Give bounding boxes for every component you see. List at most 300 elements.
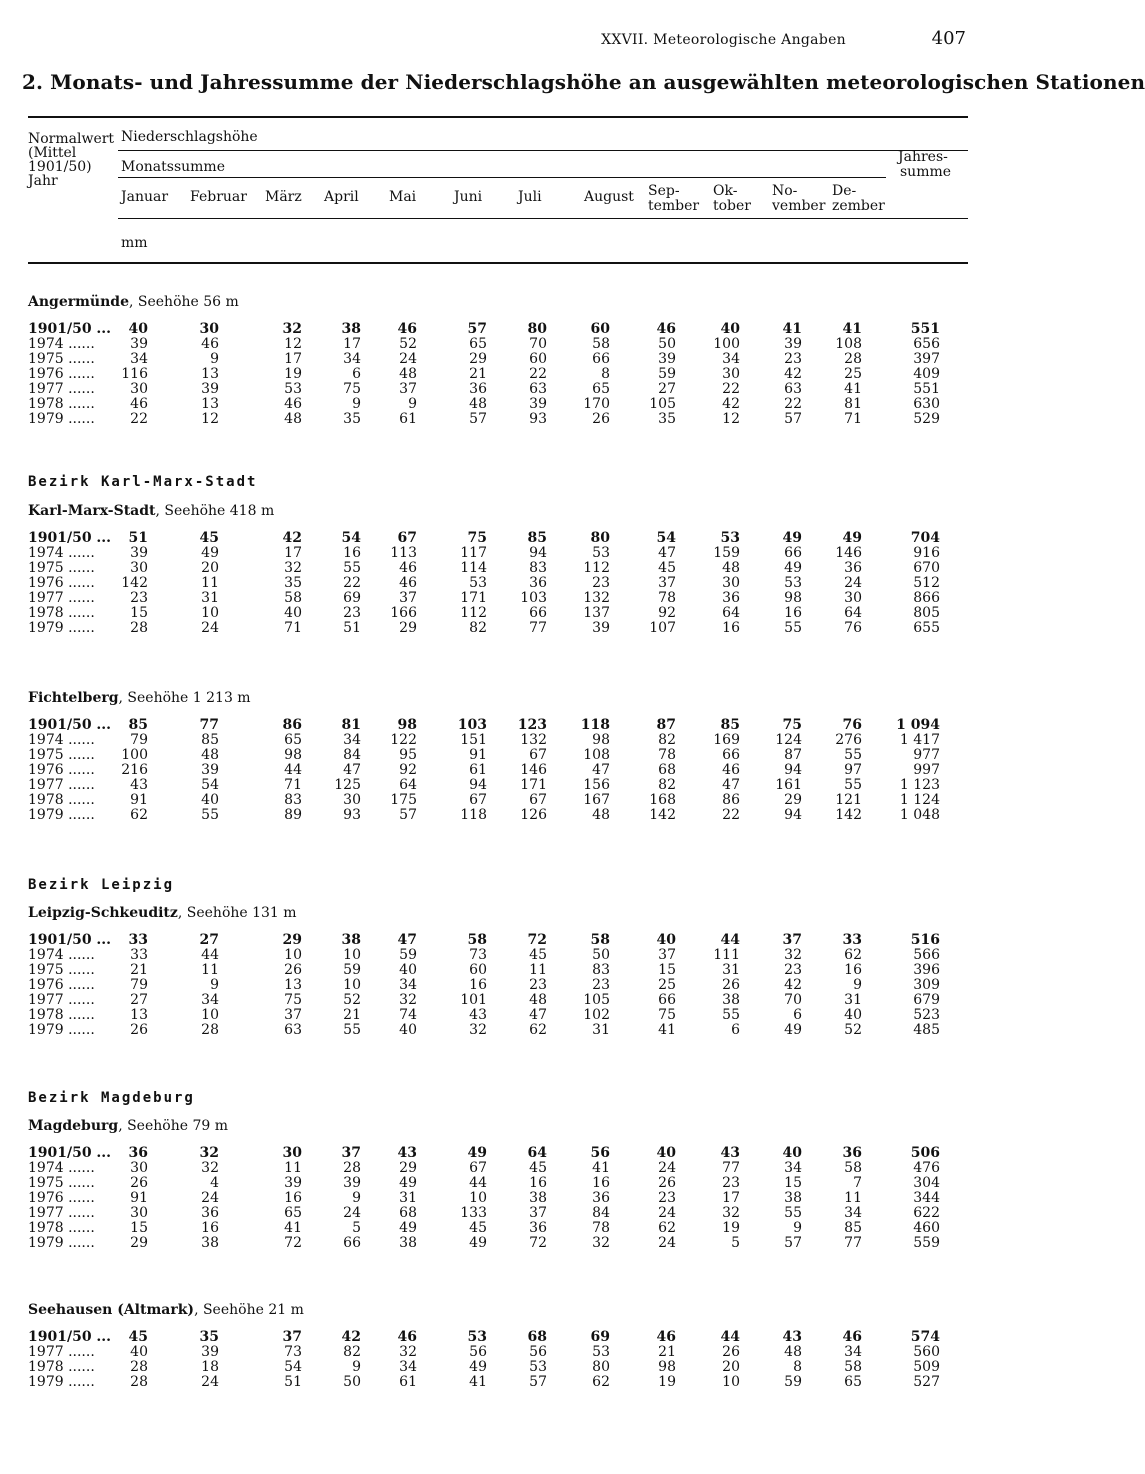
table-cell: 409	[913, 366, 940, 382]
table-cell: 24	[844, 575, 862, 591]
table-cell: 77	[529, 620, 547, 636]
table-cell: 52	[844, 1022, 862, 1038]
month-header	[713, 184, 751, 214]
table-cell: 805	[913, 605, 940, 621]
table-cell: 57	[467, 321, 487, 337]
row-year: 1977 ......	[28, 992, 95, 1008]
table-cell: 916	[913, 545, 940, 561]
table-cell: 112	[460, 605, 487, 621]
table-row	[0, 933, 1000, 948]
table-cell: 80	[590, 530, 610, 546]
month-header-line: Ok-	[713, 183, 738, 199]
rule-top	[28, 116, 968, 118]
table-cell: 126	[520, 807, 547, 823]
table-cell: 670	[913, 560, 940, 576]
table-cell: 73	[469, 947, 487, 963]
table-cell: 39	[201, 762, 219, 778]
table-cell: 83	[284, 792, 302, 808]
table-row	[0, 531, 1000, 546]
table-cell: 30	[343, 792, 361, 808]
table-row	[0, 948, 1000, 963]
table-cell: 48	[529, 992, 547, 1008]
month-header-line: Juli	[518, 189, 542, 205]
table-cell: 34	[399, 1359, 417, 1375]
table-cell: 69	[343, 590, 361, 606]
table-cell: 161	[775, 777, 802, 793]
table-cell: 168	[649, 792, 676, 808]
station-elevation: , Seehöhe 79 m	[118, 1118, 228, 1134]
table-cell: 23	[722, 1175, 740, 1191]
table-cell: 114	[460, 560, 487, 576]
table-cell: 11	[201, 962, 219, 978]
table-cell: 124	[775, 732, 802, 748]
table-row	[0, 1146, 1000, 1161]
table-cell: 38	[722, 992, 740, 1008]
table-cell: 19	[722, 1220, 740, 1236]
table-cell: 89	[284, 807, 302, 823]
table-cell: 1 417	[899, 732, 940, 748]
table-cell: 396	[913, 962, 940, 978]
row-year: 1978 ......	[28, 792, 95, 808]
table-cell: 516	[910, 932, 940, 948]
table-cell: 65	[284, 732, 302, 748]
table-cell: 18	[201, 1359, 219, 1375]
table-cell: 52	[343, 992, 361, 1008]
table-cell: 48	[399, 366, 417, 382]
table-cell: 15	[658, 962, 676, 978]
row-year: 1976 ......	[28, 575, 95, 591]
table-cell: 32	[592, 1235, 610, 1251]
table-cell: 20	[201, 560, 219, 576]
table-cell: 40	[782, 1145, 802, 1161]
table-cell: 29	[784, 792, 802, 808]
table-cell: 91	[130, 792, 148, 808]
table-cell: 26	[592, 411, 610, 427]
table-cell: 108	[583, 747, 610, 763]
table-cell: 529	[913, 411, 940, 427]
table-cell: 142	[649, 807, 676, 823]
table-cell: 55	[844, 777, 862, 793]
table-cell: 171	[520, 777, 547, 793]
table-cell: 132	[583, 590, 610, 606]
table-cell: 75	[658, 1007, 676, 1023]
table-cell: 29	[130, 1235, 148, 1251]
table-cell: 30	[130, 381, 148, 397]
table-cell: 40	[720, 321, 740, 337]
month-header	[648, 184, 699, 214]
table-row	[0, 337, 1000, 352]
table-cell: 93	[529, 411, 547, 427]
table-row	[0, 733, 1000, 748]
table-cell: 36	[529, 575, 547, 591]
table-cell: 17	[343, 336, 361, 352]
table-cell: 22	[343, 575, 361, 591]
table-cell: 22	[722, 381, 740, 397]
table-cell: 64	[722, 605, 740, 621]
table-row	[0, 978, 1000, 993]
table-cell: 16	[592, 1175, 610, 1191]
table-cell: 53	[720, 530, 740, 546]
table-cell: 24	[201, 620, 219, 636]
table-cell: 10	[201, 1007, 219, 1023]
table-row	[0, 1161, 1000, 1176]
table-cell: 35	[343, 411, 361, 427]
row-year: 1979 ......	[28, 1235, 95, 1251]
table-cell: 66	[592, 351, 610, 367]
table-row	[0, 963, 1000, 978]
table-cell: 32	[282, 321, 302, 337]
table-cell: 485	[913, 1022, 940, 1038]
table-cell: 41	[284, 1220, 302, 1236]
table-cell: 622	[913, 1205, 940, 1221]
table-cell: 85	[201, 732, 219, 748]
table-cell: 67	[469, 792, 487, 808]
table-cell: 44	[720, 1329, 740, 1345]
table-cell: 551	[910, 321, 940, 337]
table-cell: 38	[201, 1235, 219, 1251]
table-cell: 27	[130, 992, 148, 1008]
table-cell: 44	[469, 1175, 487, 1191]
table-cell: 39	[201, 1344, 219, 1360]
row-year: 1901/50 ...	[28, 1145, 112, 1161]
table-cell: 112	[583, 560, 610, 576]
table-cell: 16	[529, 1175, 547, 1191]
table-cell: 55	[844, 747, 862, 763]
table-cell: 46	[842, 1329, 862, 1345]
table-cell: 30	[130, 1160, 148, 1176]
station-elevation: , Seehöhe 21 m	[194, 1302, 304, 1318]
table-cell: 57	[529, 1374, 547, 1390]
table-cell: 527	[913, 1374, 940, 1390]
table-cell: 156	[583, 777, 610, 793]
table-cell: 48	[722, 560, 740, 576]
table-cell: 171	[460, 590, 487, 606]
table-cell: 31	[201, 590, 219, 606]
table-cell: 107	[649, 620, 676, 636]
station-title	[28, 294, 239, 310]
row-year: 1975 ......	[28, 962, 95, 978]
table-cell: 57	[784, 411, 802, 427]
row-year: 1974 ......	[28, 732, 95, 748]
stub-header-line: (Mittel	[28, 145, 77, 161]
annual-header-line: summe	[900, 164, 952, 180]
table-cell: 33	[842, 932, 862, 948]
table-cell: 80	[527, 321, 547, 337]
row-year: 1975 ......	[28, 560, 95, 576]
table-cell: 34	[130, 351, 148, 367]
table-cell: 23	[343, 605, 361, 621]
table-cell: 24	[658, 1205, 676, 1221]
month-header-line: Juni	[454, 189, 483, 205]
month-header	[518, 190, 542, 205]
table-cell: 76	[842, 717, 862, 733]
table-cell: 61	[399, 1374, 417, 1390]
table-cell: 116	[121, 366, 148, 382]
table-cell: 93	[343, 807, 361, 823]
table-cell: 49	[467, 1145, 487, 1161]
table-cell: 34	[844, 1205, 862, 1221]
station-elevation: , Seehöhe 131 m	[177, 905, 297, 921]
table-cell: 15	[784, 1175, 802, 1191]
table-cell: 12	[722, 411, 740, 427]
row-year: 1979 ......	[28, 1022, 95, 1038]
table-cell: 17	[284, 545, 302, 561]
table-cell: 11	[844, 1190, 862, 1206]
table-row	[0, 322, 1000, 337]
subgroup-header: Monatssumme	[121, 159, 225, 175]
table-cell: 40	[201, 792, 219, 808]
page-header	[28, 30, 966, 52]
table-cell: 49	[399, 1175, 417, 1191]
table-cell: 28	[130, 620, 148, 636]
table-cell: 58	[844, 1359, 862, 1375]
table-cell: 39	[784, 336, 802, 352]
table-cell: 100	[713, 336, 740, 352]
table-cell: 75	[467, 530, 487, 546]
row-year: 1979 ......	[28, 411, 95, 427]
table-cell: 78	[658, 747, 676, 763]
station-title	[28, 905, 297, 921]
table-cell: 679	[913, 992, 940, 1008]
table-cell: 42	[722, 396, 740, 412]
table-cell: 28	[201, 1022, 219, 1038]
table-cell: 23	[784, 351, 802, 367]
table-cell: 56	[469, 1344, 487, 1360]
table-cell: 1 094	[896, 717, 940, 733]
table-cell: 32	[469, 1022, 487, 1038]
table-cell: 46	[397, 1329, 417, 1345]
row-year: 1975 ......	[28, 351, 95, 367]
table-cell: 36	[469, 381, 487, 397]
table-cell: 33	[130, 947, 148, 963]
table-cell: 39	[592, 620, 610, 636]
table-cell: 36	[529, 1220, 547, 1236]
table-cell: 53	[529, 1359, 547, 1375]
month-header	[265, 190, 302, 205]
table-cell: 16	[343, 545, 361, 561]
table-cell: 17	[284, 351, 302, 367]
table-cell: 82	[469, 620, 487, 636]
table-row	[0, 793, 1000, 808]
table-cell: 67	[529, 792, 547, 808]
table-cell: 38	[399, 1235, 417, 1251]
table-cell: 85	[128, 717, 148, 733]
table-cell: 33	[128, 932, 148, 948]
table-cell: 35	[284, 575, 302, 591]
table-cell: 50	[592, 947, 610, 963]
table-cell: 40	[656, 1145, 676, 1161]
table-cell: 460	[913, 1220, 940, 1236]
page-number: 407	[931, 28, 966, 49]
table-cell: 95	[399, 747, 417, 763]
row-year: 1975 ......	[28, 747, 95, 763]
table-cell: 25	[658, 977, 676, 993]
rule-group	[118, 150, 968, 151]
table-cell: 41	[592, 1160, 610, 1176]
station-elevation: , Seehöhe 418 m	[155, 503, 275, 519]
table-cell: 43	[720, 1145, 740, 1161]
table-cell: 397	[913, 351, 940, 367]
table-cell: 36	[722, 590, 740, 606]
table-cell: 47	[397, 932, 417, 948]
table-row	[0, 718, 1000, 733]
table-cell: 1 124	[899, 792, 940, 808]
month-header	[324, 190, 359, 205]
table-cell: 68	[527, 1329, 547, 1345]
table-cell: 55	[343, 560, 361, 576]
table-cell: 45	[469, 1220, 487, 1236]
table-cell: 59	[658, 366, 676, 382]
table-cell: 78	[592, 1220, 610, 1236]
table-cell: 146	[520, 762, 547, 778]
table-cell: 38	[341, 932, 361, 948]
table-cell: 61	[469, 762, 487, 778]
table-cell: 6	[793, 1007, 802, 1023]
month-header-line: No-	[772, 183, 798, 199]
table-cell: 39	[201, 381, 219, 397]
table-cell: 41	[469, 1374, 487, 1390]
table-cell: 28	[130, 1359, 148, 1375]
table-cell: 68	[658, 762, 676, 778]
table-cell: 26	[722, 977, 740, 993]
table-cell: 142	[121, 575, 148, 591]
table-cell: 45	[128, 1329, 148, 1345]
table-cell: 166	[390, 605, 417, 621]
table-row	[0, 591, 1000, 606]
table-cell: 37	[399, 381, 417, 397]
table-cell: 108	[835, 336, 862, 352]
table-cell: 216	[121, 762, 148, 778]
table-cell: 78	[658, 590, 676, 606]
table-cell: 23	[658, 1190, 676, 1206]
table-cell: 64	[527, 1145, 547, 1161]
table-cell: 23	[130, 590, 148, 606]
table-cell: 630	[913, 396, 940, 412]
table-cell: 43	[469, 1007, 487, 1023]
table-cell: 47	[722, 777, 740, 793]
table-cell: 24	[658, 1235, 676, 1251]
table-cell: 560	[913, 1344, 940, 1360]
table-cell: 51	[128, 530, 148, 546]
table-cell: 170	[583, 396, 610, 412]
table-cell: 54	[341, 530, 361, 546]
table-cell: 62	[844, 947, 862, 963]
station-elevation: , Seehöhe 1 213 m	[118, 690, 251, 706]
table-cell: 31	[399, 1190, 417, 1206]
table-cell: 55	[201, 807, 219, 823]
table-cell: 34	[201, 992, 219, 1008]
table-cell: 11	[201, 575, 219, 591]
station-name: Karl-Marx-Stadt	[28, 503, 156, 519]
table-cell: 55	[784, 620, 802, 636]
month-header-line: Mai	[389, 189, 417, 205]
table-cell: 20	[722, 1359, 740, 1375]
station-title	[28, 690, 251, 706]
table-row	[0, 1345, 1000, 1360]
table-cell: 304	[913, 1175, 940, 1191]
table-cell: 53	[592, 545, 610, 561]
annual-header-line: Jahres-	[898, 149, 948, 165]
table-cell: 86	[722, 792, 740, 808]
table-cell: 26	[284, 962, 302, 978]
table-cell: 10	[469, 1190, 487, 1206]
table-cell: 27	[658, 381, 676, 397]
table-row	[0, 1330, 1000, 1345]
table-cell: 64	[399, 777, 417, 793]
table-cell: 29	[469, 351, 487, 367]
table-cell: 81	[844, 396, 862, 412]
table-cell: 44	[720, 932, 740, 948]
month-header	[190, 190, 247, 205]
table-cell: 75	[284, 992, 302, 1008]
row-year: 1979 ......	[28, 620, 95, 636]
table-cell: 77	[844, 1235, 862, 1251]
table-cell: 103	[457, 717, 487, 733]
table-cell: 49	[784, 560, 802, 576]
table-cell: 85	[720, 717, 740, 733]
table-cell: 47	[343, 762, 361, 778]
table-cell: 37	[658, 947, 676, 963]
table-cell: 63	[284, 1022, 302, 1038]
station-name: Leipzig-Schkeuditz	[28, 905, 178, 921]
table-cell: 48	[592, 807, 610, 823]
table-cell: 98	[658, 1359, 676, 1375]
station-name: Seehausen (Altmark)	[28, 1302, 195, 1318]
table-cell: 12	[201, 411, 219, 427]
table-cell: 36	[128, 1145, 148, 1161]
table-row	[0, 1206, 1000, 1221]
table-cell: 49	[782, 530, 802, 546]
table-cell: 101	[460, 992, 487, 1008]
table-cell: 44	[201, 947, 219, 963]
table-cell: 42	[784, 977, 802, 993]
table-cell: 76	[844, 620, 862, 636]
table-cell: 23	[784, 962, 802, 978]
table-cell: 48	[201, 747, 219, 763]
table-cell: 16	[722, 620, 740, 636]
table-cell: 704	[910, 530, 940, 546]
table-cell: 53	[784, 575, 802, 591]
table-cell: 41	[782, 321, 802, 337]
table-cell: 55	[784, 1205, 802, 1221]
table-cell: 62	[592, 1374, 610, 1390]
table-cell: 59	[784, 1374, 802, 1390]
table-cell: 46	[201, 336, 219, 352]
table-cell: 58	[844, 1160, 862, 1176]
table-cell: 48	[784, 1344, 802, 1360]
table-cell: 39	[130, 336, 148, 352]
table-cell: 32	[399, 1344, 417, 1360]
table-cell: 476	[913, 1160, 940, 1176]
table-cell: 86	[282, 717, 302, 733]
table-cell: 133	[460, 1205, 487, 1221]
table-cell: 40	[130, 1344, 148, 1360]
table-cell: 65	[469, 336, 487, 352]
month-header-line: März	[265, 189, 302, 205]
table-cell: 69	[590, 1329, 610, 1345]
table-cell: 125	[334, 777, 361, 793]
table-cell: 74	[399, 1007, 417, 1023]
table-cell: 52	[399, 336, 417, 352]
table-cell: 84	[343, 747, 361, 763]
table-cell: 19	[658, 1374, 676, 1390]
table-cell: 71	[284, 777, 302, 793]
table-cell: 27	[199, 932, 219, 948]
table-cell: 24	[399, 351, 417, 367]
table-row	[0, 546, 1000, 561]
table-cell: 72	[527, 932, 547, 948]
table-cell: 30	[282, 1145, 302, 1161]
